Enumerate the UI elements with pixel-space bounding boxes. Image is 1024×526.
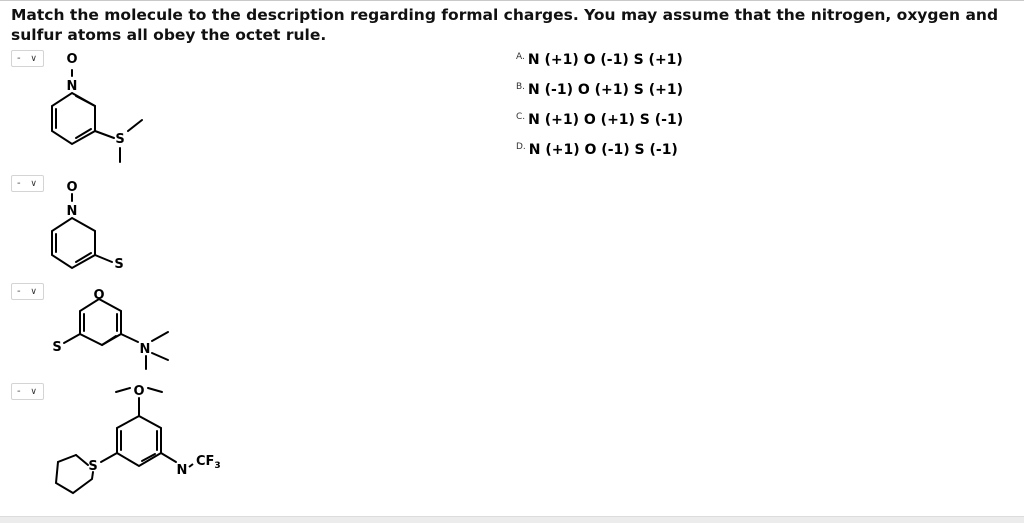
molecule-3 — [64, 299, 168, 369]
option-text: N (+1) O (+1) S (-1) — [528, 112, 684, 128]
atom-label-o: O — [133, 384, 145, 399]
chevron-down-icon: ∨ — [30, 286, 37, 297]
atom-label-o: O — [93, 288, 105, 303]
molecule-1 — [52, 70, 142, 162]
option-letter: B. — [516, 82, 526, 92]
chevron-down-icon: ∨ — [30, 386, 37, 397]
molecule-4 — [56, 388, 176, 493]
atom-label-s: S — [115, 132, 125, 147]
atom-label-s: S — [88, 459, 98, 474]
select-value: - — [17, 385, 21, 397]
select-value: - — [17, 52, 21, 64]
option-a — [516, 48, 683, 78]
atom-label-o: O — [66, 180, 78, 195]
atom-label-s: S — [52, 340, 62, 355]
molecule-3-labels — [52, 288, 150, 357]
select-value: - — [17, 285, 21, 297]
option-text: N (-1) O (+1) S (+1) — [528, 82, 684, 98]
chevron-down-icon: ∨ — [30, 53, 37, 64]
molecule-2-labels — [66, 180, 123, 272]
select-value: - — [17, 177, 21, 189]
option-letter: D. — [516, 142, 526, 152]
option-text: N (+1) O (-1) S (-1) — [528, 142, 678, 158]
option-letter: A. — [516, 52, 525, 62]
group-label-cf3: $CF_3$ — [196, 454, 221, 471]
molecule-4-labels — [88, 384, 220, 478]
option-b — [516, 78, 683, 108]
option-c — [516, 108, 683, 138]
atom-label-n: N — [176, 463, 188, 478]
answer-options — [516, 48, 683, 168]
chevron-down-icon: ∨ — [30, 178, 37, 189]
option-letter: C. — [516, 112, 526, 122]
atom-label-n: N — [139, 342, 151, 357]
atom-label-s: S — [114, 257, 124, 272]
atom-label-n: N — [66, 204, 78, 219]
atom-label-o: O — [66, 52, 78, 67]
question-text: Match the molecule to the description regarding formal charges. You may assume that the nitrogen, oxygen and sulfur atoms all obey the octet rule. — [11, 6, 999, 44]
molecule-2 — [52, 194, 112, 268]
atom-label-n: N — [66, 79, 78, 94]
option-d — [516, 138, 683, 168]
molecule-1-labels — [66, 52, 124, 147]
option-text: N (+1) O (-1) S (+1) — [527, 52, 683, 68]
